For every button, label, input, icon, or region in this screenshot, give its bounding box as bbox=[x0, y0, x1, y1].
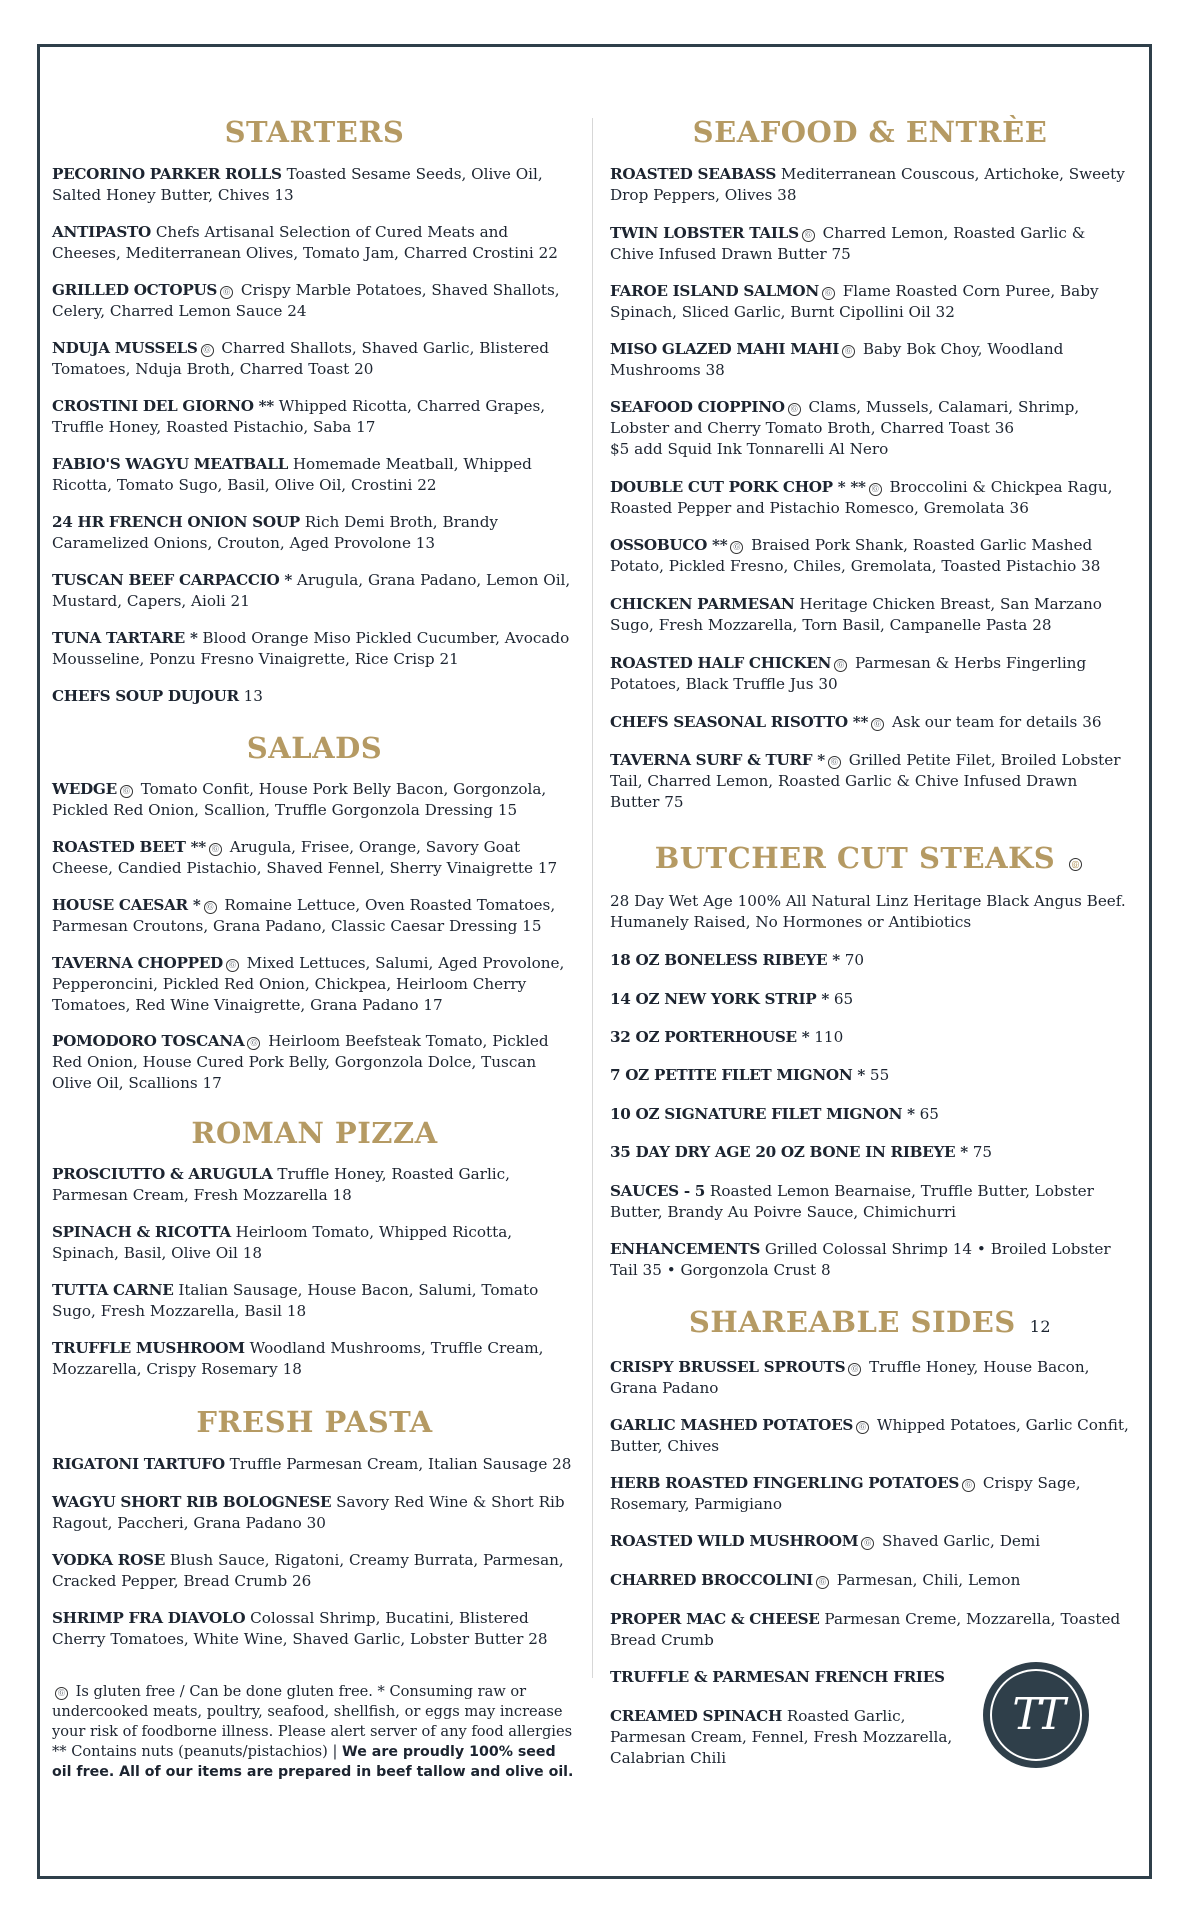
item-price: 17 bbox=[423, 996, 443, 1014]
starter-item bbox=[52, 570, 577, 612]
salad-item bbox=[52, 953, 577, 1016]
section-title-salads: SALADS bbox=[246, 731, 383, 765]
steak-enhancements bbox=[610, 1239, 1130, 1281]
item-price: 21 bbox=[230, 592, 250, 610]
item-description: Blush Sauce, Rigatoni, Creamy Burrata, Parmesan, Cracked Pepper, Bread Crumb bbox=[52, 1551, 564, 1590]
item-price: 38 bbox=[777, 186, 797, 204]
pasta-item bbox=[52, 1454, 577, 1475]
item-name: FAROE ISLAND SALMON bbox=[610, 282, 819, 300]
item-price: 18 bbox=[286, 1302, 307, 1320]
gluten-free-icon: Ⓖ bbox=[869, 483, 882, 496]
entree-item bbox=[610, 339, 1130, 381]
item-description: Broccolini & Chickpea Ragu, Roasted Pepper and Pistachio Romesco, Gremolata bbox=[610, 478, 1113, 517]
item-price: 38 bbox=[705, 361, 725, 379]
item-name: PROSCIUTTO & ARUGULA bbox=[52, 1165, 273, 1183]
item-description: Shaved Garlic, Demi bbox=[882, 1532, 1041, 1550]
item-description: Chefs Artisanal Selection of Cured Meats and Cheeses, Mediterranean Olives, Tomato Jam, Charred Crostini bbox=[52, 223, 534, 262]
item-description: Whipped Ricotta, Charred Grapes, Truffle Honey, Roasted Pistachio, Saba bbox=[52, 397, 546, 436]
entree-item bbox=[610, 477, 1130, 519]
item-name: HERB ROASTED FINGERLING POTATOES bbox=[610, 1474, 960, 1492]
item-name: RIGATONI TARTUFO bbox=[52, 1455, 225, 1473]
gluten-free-icon: Ⓖ bbox=[871, 718, 884, 731]
item-price: 22 bbox=[538, 244, 558, 262]
steak-item bbox=[610, 950, 1130, 971]
item-description: Italian Sausage, House Bacon, Salumi, Tomato Sugo, Fresh Mozzarella, Basil bbox=[52, 1281, 539, 1320]
item-name: POMODORO TOSCANA bbox=[52, 1032, 245, 1050]
item-name: TWIN LOBSTER TAILS bbox=[610, 224, 799, 242]
item-name: CHICKEN PARMESAN bbox=[610, 595, 795, 613]
item-price: 22 bbox=[417, 476, 437, 494]
starter-item bbox=[52, 338, 577, 380]
starter-item bbox=[52, 222, 577, 264]
side-item bbox=[610, 1570, 1130, 1591]
item-description: Grilled Colossal Shrimp 14 • Broiled Lobster Tail 35 • Gorgonzola Crust 8 bbox=[610, 1240, 1111, 1279]
item-description: Roasted Garlic, Parmesan Cream, Fennel, Fresh Mozzarella, Calabrian Chili bbox=[610, 1707, 953, 1767]
section-title-pasta: FRESH PASTA bbox=[196, 1405, 433, 1439]
gluten-free-icon: Ⓖ bbox=[201, 344, 214, 357]
taverna-logo bbox=[983, 1662, 1089, 1768]
section-title-seafood: SEAFOOD & ENTRÈE bbox=[692, 115, 1048, 149]
gluten-free-icon: Ⓖ bbox=[730, 541, 743, 554]
pizza-item bbox=[52, 1280, 577, 1322]
item-price: 110 bbox=[814, 1028, 844, 1046]
item-description: Tomato Confit, House Pork Belly Bacon, Gorgonzola, Pickled Red Onion, Scallion, Truffle Gorgonzola Dressing bbox=[52, 780, 547, 819]
item-name: PROPER MAC & CHEESE bbox=[610, 1610, 820, 1628]
side-item bbox=[610, 1531, 1130, 1552]
item-description: Homemade Meatball, Whipped Ricotta, Tomato Sugo, Basil, Olive Oil, Crostini bbox=[52, 455, 532, 494]
item-name: 35 DAY DRY AGE 20 OZ BONE IN RIBEYE * bbox=[610, 1143, 968, 1161]
steak-item bbox=[610, 1065, 1130, 1086]
item-name: OSSOBUCO ** bbox=[610, 536, 728, 554]
section-title-starters: STARTERS bbox=[224, 115, 405, 149]
sides-title-text: SHAREABLE SIDES bbox=[688, 1305, 1016, 1339]
item-name: PECORINO PARKER ROLLS bbox=[52, 165, 282, 183]
steaks-intro: 28 Day Wet Age 100% All Natural Linz Heritage Black Angus Beef. Humanely Raised, No Hormones or Antibiotics bbox=[610, 892, 1126, 931]
steak-item bbox=[610, 1142, 1130, 1163]
item-name: 14 OZ NEW YORK STRIP * bbox=[610, 990, 830, 1008]
gluten-free-icon: Ⓖ bbox=[861, 1537, 874, 1550]
salad-item bbox=[52, 1031, 577, 1094]
item-name: GRILLED OCTOPUS bbox=[52, 281, 218, 299]
section-title-steaks bbox=[610, 841, 1130, 875]
steak-item bbox=[610, 1104, 1130, 1125]
gluten-free-icon: Ⓖ bbox=[816, 1576, 829, 1589]
allergen-footnote bbox=[52, 1682, 577, 1782]
item-description: Braised Pork Shank, Roasted Garlic Mashed Potato, Pickled Fresno, Chiles, Gremolata, Toasted Pistachio bbox=[610, 536, 1093, 575]
side-item bbox=[610, 1415, 1130, 1457]
item-price: 36 bbox=[1009, 499, 1029, 517]
starter-item bbox=[52, 164, 577, 206]
item-description: Truffle Honey, Roasted Garlic, Parmesan Cream, Fresh Mozzarella bbox=[52, 1165, 510, 1204]
gluten-free-icon: Ⓖ bbox=[822, 287, 835, 300]
footnote-seed-oil-statement: We are proudly 100% seed oil free. All of our items are prepared in beef tallow and olive oil. bbox=[52, 1744, 574, 1780]
item-description: Woodland Mushrooms, Truffle Cream, Mozzarella, Crispy Rosemary bbox=[52, 1339, 544, 1378]
side-item bbox=[610, 1609, 1130, 1651]
item-description: Crispy Marble Potatoes, Shaved Shallots, Celery, Charred Lemon Sauce bbox=[52, 281, 560, 320]
item-price: 15 bbox=[522, 917, 542, 935]
item-name: MISO GLAZED MAHI MAHI bbox=[610, 340, 840, 358]
item-description: Roasted Lemon Bearnaise, Truffle Butter, Lobster Butter, Brandy Au Poivre Sauce, Chimichurri bbox=[610, 1182, 1094, 1221]
item-name: ROASTED WILD MUSHROOM bbox=[610, 1532, 859, 1550]
entree-item bbox=[610, 535, 1130, 577]
gluten-free-icon: Ⓖ bbox=[856, 1421, 869, 1434]
pasta-item bbox=[52, 1492, 577, 1534]
item-price: 18 bbox=[332, 1186, 352, 1204]
item-name: ROASTED SEABASS bbox=[610, 165, 776, 183]
item-price: 18 bbox=[282, 1360, 302, 1378]
entree-item bbox=[610, 594, 1130, 636]
item-description: Arugula, Grana Padano, Lemon Oil, Mustard, Capers, Aioli bbox=[52, 571, 571, 610]
salad-item bbox=[52, 779, 577, 821]
item-price: 32 bbox=[935, 303, 955, 321]
item-name: SEAFOOD CIOPPINO bbox=[610, 398, 785, 416]
logo-monogram: TT bbox=[1012, 1689, 1060, 1740]
pizza-item bbox=[52, 1338, 577, 1380]
item-price: 13 bbox=[274, 186, 294, 204]
item-name: DOUBLE CUT PORK CHOP * ** bbox=[610, 478, 866, 496]
starter-item bbox=[52, 512, 577, 554]
item-description: Clams, Mussels, Calamari, Shrimp, Lobster and Cherry Tomato Broth, Charred Toast bbox=[610, 398, 1080, 437]
item-price: 17 bbox=[537, 859, 558, 877]
item-price: 28 bbox=[528, 1630, 548, 1648]
item-name: SPINACH & RICOTTA bbox=[52, 1223, 231, 1241]
gluten-free-icon: Ⓖ bbox=[204, 901, 217, 914]
item-name: ROASTED BEET ** bbox=[52, 838, 206, 856]
item-description: Grilled Petite Filet, Broiled Lobster Tail, Charred Lemon, Roasted Garlic & Chive Infused Drawn Butter bbox=[610, 751, 1121, 811]
item-description: Charred Shallots, Shaved Garlic, Blistered Tomatoes, Nduja Broth, Charred Toast bbox=[52, 339, 549, 378]
item-price: 28 bbox=[1032, 616, 1052, 634]
item-price: 55 bbox=[869, 1066, 890, 1084]
item-name: TAVERNA CHOPPED bbox=[52, 954, 223, 972]
entree-item bbox=[610, 164, 1130, 206]
item-name: TUSCAN BEEF CARPACCIO * bbox=[52, 571, 293, 589]
item-name: 10 OZ SIGNATURE FILET MIGNON * bbox=[610, 1105, 915, 1123]
side-item bbox=[610, 1706, 960, 1769]
section-title-sides bbox=[610, 1305, 1130, 1344]
gluten-free-icon: Ⓖ bbox=[247, 1037, 260, 1050]
starter-item bbox=[52, 396, 577, 438]
gluten-free-icon: Ⓖ bbox=[848, 1363, 861, 1376]
item-name: 7 OZ PETITE FILET MIGNON * bbox=[610, 1066, 866, 1084]
item-description: Flame Roasted Corn Puree, Baby Spinach, Sliced Garlic, Burnt Cipollini Oil bbox=[610, 282, 1099, 321]
item-price: 75 bbox=[831, 245, 851, 263]
item-name: TUTTA CARNE bbox=[52, 1281, 174, 1299]
item-name: 32 OZ PORTERHOUSE * bbox=[610, 1028, 810, 1046]
entree-item bbox=[610, 223, 1130, 265]
column-divider bbox=[592, 118, 593, 1678]
item-price: 75 bbox=[972, 1143, 993, 1161]
item-price: 15 bbox=[497, 801, 518, 819]
gluten-free-icon: Ⓖ bbox=[120, 785, 133, 798]
item-price: 20 bbox=[354, 360, 374, 378]
item-price: 13 bbox=[415, 534, 436, 552]
item-description: Parmesan Creme, Mozzarella, Toasted Bread Crumb bbox=[610, 1610, 1121, 1649]
item-name: ANTIPASTO bbox=[52, 223, 151, 241]
item-description: Rich Demi Broth, Brandy Caramelized Onions, Crouton, Aged Provolone bbox=[52, 513, 499, 552]
gluten-free-icon: Ⓖ bbox=[788, 403, 801, 416]
item-description: Ask our team for details bbox=[891, 713, 1078, 731]
gluten-free-icon: Ⓖ bbox=[828, 756, 841, 769]
steak-item bbox=[610, 1027, 1130, 1048]
item-name: 24 HR FRENCH ONION SOUP bbox=[52, 513, 300, 531]
item-name: CREAMED SPINACH bbox=[610, 1707, 783, 1725]
gluten-free-icon: Ⓖ bbox=[226, 959, 239, 972]
item-price: 36 bbox=[994, 419, 1015, 437]
item-description: Toasted Sesame Seeds, Olive Oil, Salted Honey Butter, Chives bbox=[52, 165, 543, 204]
section-title-pizza: ROMAN PIZZA bbox=[191, 1116, 438, 1150]
entree-item bbox=[610, 281, 1130, 323]
item-name: TUNA TARTARE * bbox=[52, 629, 198, 647]
item-name: CHEFS SEASONAL RISOTTO ** bbox=[610, 713, 869, 731]
steaks-title-text: BUTCHER CUT STEAKS bbox=[654, 841, 1056, 875]
item-name: TRUFFLE & PARMESAN FRENCH FRIES bbox=[610, 1668, 945, 1686]
item-name: ROASTED HALF CHICKEN bbox=[610, 654, 832, 672]
item-description: Colossal Shrimp, Bucatini, Blistered Cherry Tomatoes, White Wine, Shaved Garlic, Lobster Butter bbox=[52, 1609, 529, 1648]
gluten-free-icon: Ⓖ bbox=[209, 843, 222, 856]
pizza-item bbox=[52, 1164, 577, 1206]
pasta-item bbox=[52, 1550, 577, 1592]
gluten-free-icon: Ⓖ bbox=[842, 345, 855, 358]
gluten-free-icon: Ⓖ bbox=[220, 286, 233, 299]
item-name: GARLIC MASHED POTATOES bbox=[610, 1416, 854, 1434]
side-item bbox=[610, 1473, 1130, 1515]
gluten-free-icon: Ⓖ bbox=[55, 1687, 68, 1700]
footnote-text: Is gluten free / Can be done gluten free. * Consuming raw or undercooked meats, poultry, seafood, shellfish, or eggs may increase your risk of foodborne illness. Please alert server of any food allergies ** Contains nuts (peanuts/pistachios) | bbox=[52, 1683, 573, 1760]
item-price: 26 bbox=[292, 1572, 312, 1590]
item-description: Truffle Honey, House Bacon, Grana Padano bbox=[610, 1358, 1090, 1397]
item-name: TRUFFLE MUSHROOM bbox=[52, 1339, 245, 1357]
item-description: Arugula, Frisee, Orange, Savory Goat Cheese, Candied Pistachio, Shaved Fennel, Sherry Vinaigrette bbox=[52, 838, 533, 877]
item-addon: $5 add Squid Ink Tonnarelli Al Nero bbox=[610, 440, 889, 458]
starter-item bbox=[52, 280, 577, 322]
item-description: Heirloom Beefsteak Tomato, Pickled Red Onion, House Cured Pork Belly, Gorgonzola Dolce, Tuscan Olive Oil, Scallions bbox=[52, 1032, 549, 1092]
entree-item bbox=[610, 750, 1130, 813]
starter-item bbox=[52, 686, 577, 707]
item-name: ENHANCEMENTS bbox=[610, 1240, 761, 1258]
item-name: VODKA ROSE bbox=[52, 1551, 165, 1569]
item-name: WEDGE bbox=[52, 780, 117, 798]
item-price: 17 bbox=[356, 418, 376, 436]
salad-item bbox=[52, 895, 577, 937]
starter-item bbox=[52, 454, 577, 496]
item-price: 30 bbox=[818, 675, 838, 693]
item-description: Savory Red Wine & Short Rib Ragout, Paccheri, Grana Padano bbox=[52, 1493, 565, 1532]
pizza-item bbox=[52, 1222, 577, 1264]
item-description: Baby Bok Choy, Woodland Mushrooms bbox=[610, 340, 1064, 379]
item-description: Parmesan, Chili, Lemon bbox=[836, 1571, 1021, 1589]
item-description: Blood Orange Miso Pickled Cucumber, Avocado Mousseline, Ponzu Fresno Vinaigrette, Rice Crisp bbox=[52, 629, 570, 668]
item-name: CRISPY BRUSSEL SPROUTS bbox=[610, 1358, 846, 1376]
entree-item bbox=[610, 653, 1130, 695]
item-price: 38 bbox=[1081, 557, 1101, 575]
item-name: WAGYU SHORT RIB BOLOGNESE bbox=[52, 1493, 332, 1511]
gluten-free-icon: Ⓖ bbox=[802, 229, 815, 242]
item-name: HOUSE CAESAR * bbox=[52, 896, 201, 914]
item-price: 30 bbox=[306, 1514, 326, 1532]
item-price: 65 bbox=[833, 990, 854, 1008]
item-price: 36 bbox=[1082, 713, 1102, 731]
side-item bbox=[610, 1357, 1130, 1399]
gluten-free-icon: Ⓖ bbox=[1069, 858, 1082, 871]
item-name: CROSTINI DEL GIORNO ** bbox=[52, 397, 274, 415]
item-name: SHRIMP FRA DIAVOLO bbox=[52, 1609, 246, 1627]
gluten-free-icon: Ⓖ bbox=[962, 1479, 975, 1492]
item-price: 13 bbox=[243, 687, 263, 705]
item-description: Mediterranean Couscous, Artichoke, Sweety Drop Peppers, Olives bbox=[610, 165, 1125, 204]
item-price: 70 bbox=[844, 951, 865, 969]
item-description: Romaine Lettuce, Oven Roasted Tomatoes, Parmesan Croutons, Grana Padano, Classic Caesar Dressing bbox=[52, 896, 556, 935]
item-name: CHEFS SOUP DUJOUR bbox=[52, 687, 239, 705]
item-price: 18 bbox=[242, 1244, 263, 1262]
item-description: Parmesan & Herbs Fingerling Potatoes, Black Truffle Jus bbox=[610, 654, 1087, 693]
item-description: Crispy Sage, Rosemary, Parmigiano bbox=[610, 1474, 1081, 1513]
item-description: Heritage Chicken Breast, San Marzano Sugo, Fresh Mozzarella, Torn Basil, Campanelle Pasta bbox=[610, 595, 1102, 634]
item-price: 75 bbox=[664, 793, 684, 811]
starter-item bbox=[52, 628, 577, 670]
steak-sauces bbox=[610, 1181, 1130, 1223]
item-name: SAUCES - 5 bbox=[610, 1182, 706, 1200]
item-price: 24 bbox=[287, 302, 307, 320]
sides-price: 12 bbox=[1029, 1317, 1052, 1336]
item-name: CHARRED BROCCOLINI bbox=[610, 1571, 813, 1589]
item-name: 18 OZ BONELESS RIBEYE * bbox=[610, 951, 840, 969]
entree-item bbox=[610, 712, 1130, 733]
item-description: Truffle Parmesan Cream, Italian Sausage bbox=[229, 1455, 548, 1473]
item-description: Heirloom Tomato, Whipped Ricotta, Spinach, Basil, Olive Oil bbox=[52, 1223, 513, 1262]
item-price: 65 bbox=[919, 1105, 939, 1123]
item-description: Charred Lemon, Roasted Garlic & Chive Infused Drawn Butter bbox=[610, 224, 1086, 263]
item-name: FABIO'S WAGYU MEATBALL bbox=[52, 455, 288, 473]
item-price: 28 bbox=[552, 1455, 572, 1473]
item-price: 21 bbox=[439, 650, 459, 668]
steak-item bbox=[610, 989, 1130, 1010]
item-name: TAVERNA SURF & TURF * bbox=[610, 751, 825, 769]
item-name: NDUJA MUSSELS bbox=[52, 339, 198, 357]
entree-item bbox=[610, 397, 1130, 460]
salad-item bbox=[52, 837, 577, 879]
item-description: Whipped Potatoes, Garlic Confit, Butter, Chives bbox=[610, 1416, 1129, 1455]
gluten-free-icon: Ⓖ bbox=[834, 659, 847, 672]
pasta-item bbox=[52, 1608, 577, 1650]
item-description: Mixed Lettuces, Salumi, Aged Provolone, Pepperoncini, Pickled Red Onion, Chickpea, Heirloom Cherry Tomatoes, Red Wine Vinaigrette, Grana Padano bbox=[52, 954, 565, 1014]
item-price: 17 bbox=[202, 1074, 222, 1092]
